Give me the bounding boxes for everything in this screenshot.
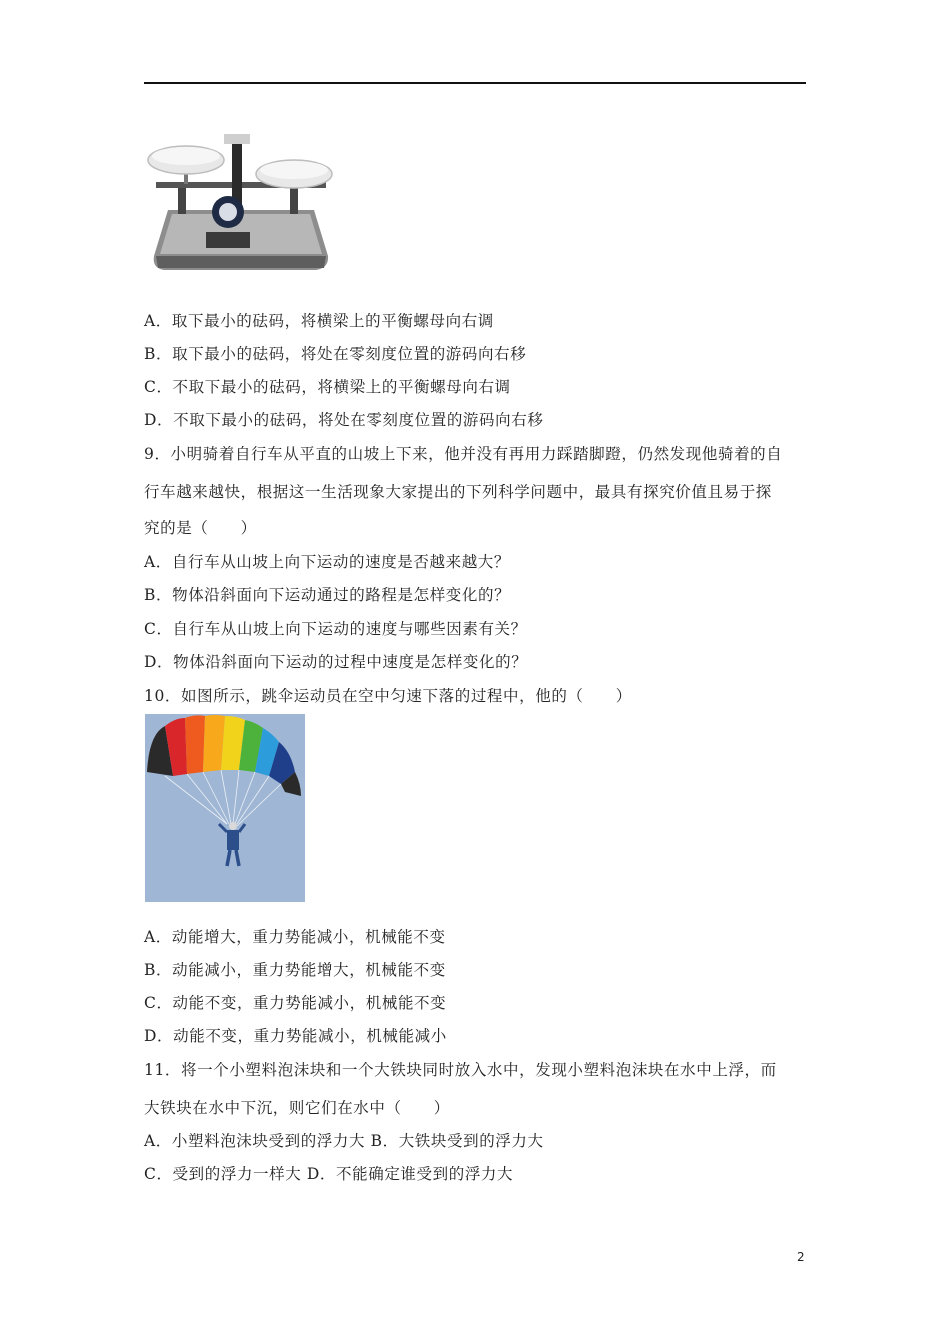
parachutist-image <box>145 714 305 902</box>
q9-option-d: D．物体沿斜面向下运动的过程中速度是怎样变化的？ <box>144 653 528 671</box>
page-number: 2 <box>797 1250 805 1264</box>
balance-scale-image <box>146 128 336 280</box>
q9-option-b: B．物体沿斜面向下运动通过的路程是怎样变化的？ <box>144 586 511 604</box>
q9-stem-line1: 9．小明骑着自行车从平直的山坡上下来，他并没有再用力踩踏脚蹬，仍然发现他骑着的自 <box>144 445 783 463</box>
q9-option-c: C．自行车从山坡上向下运动的速度与哪些因素有关？ <box>144 620 527 638</box>
q10-option-c: C．动能不变，重力势能减小，机械能不变 <box>144 994 447 1012</box>
q10-option-d: D．动能不变，重力势能减小，机械能减小 <box>144 1027 447 1045</box>
q10-option-b: B．动能减小，重力势能增大，机械能不变 <box>144 961 446 979</box>
q11-stem-line2: 大铁块在水中下沉，则它们在水中（ ） <box>144 1099 450 1117</box>
q9-stem-line2: 行车越来越快，根据这一生活现象大家提出的下列科学问题中，最具有探究价值且易于探 <box>144 483 772 501</box>
q11-options-ab: A．小塑料泡沫块受到的浮力大 B．大铁块受到的浮力大 <box>144 1132 544 1150</box>
header-rule <box>144 82 806 84</box>
q8-option-b: B．取下最小的砝码，将处在零刻度位置的游码向右移 <box>144 345 527 363</box>
q9-stem-line3: 究的是（ ） <box>144 519 257 537</box>
q8-option-d: D．不取下最小的砝码，将处在零刻度位置的游码向右移 <box>144 411 544 429</box>
q10-stem: 10．如图所示，跳伞运动员在空中匀速下落的过程中，他的（ ） <box>144 687 632 705</box>
q11-options-cd: C．受到的浮力一样大 D．不能确定谁受到的浮力大 <box>144 1165 514 1183</box>
q8-option-c: C．不取下最小的砝码，将横梁上的平衡螺母向右调 <box>144 378 511 396</box>
q8-option-a: A．取下最小的砝码，将横梁上的平衡螺母向右调 <box>144 312 494 330</box>
q11-stem-line1: 11．将一个小塑料泡沫块和一个大铁块同时放入水中，发现小塑料泡沫块在水中上浮，而 <box>144 1061 777 1079</box>
q9-option-a: A．自行车从山坡上向下运动的速度是否越来越大？ <box>144 553 510 571</box>
q10-option-a: A．动能增大，重力势能减小，机械能不变 <box>144 928 446 946</box>
